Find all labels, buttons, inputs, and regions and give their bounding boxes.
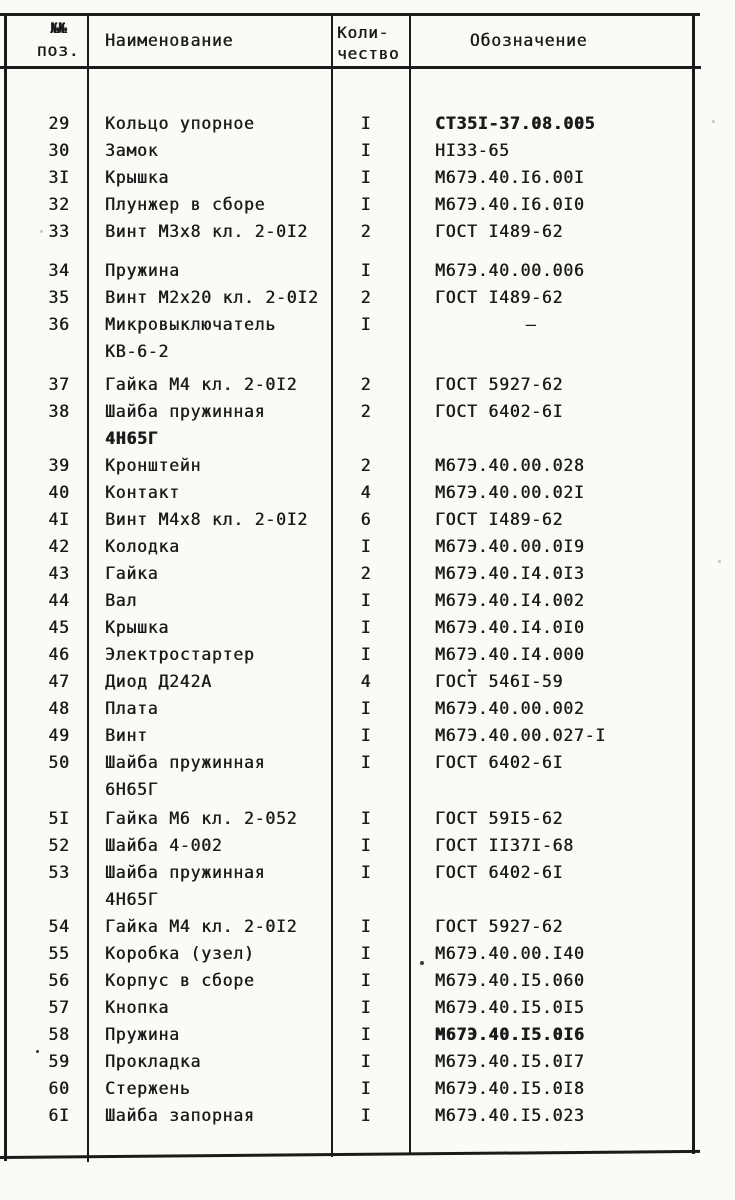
row-quantity: I [360,809,372,828]
row-position: 47 [48,672,70,691]
row-quantity: I [360,917,372,936]
row-name [88,1021,332,1048]
table-row [4,506,692,533]
row-name-line1: Замок [105,141,159,160]
row-position: 52 [48,836,70,855]
row-name-line1: Плунжер в сборе [105,195,266,214]
row-position: 32 [48,195,70,214]
row-quantity: I [360,1079,372,1098]
row-quantity: I [360,944,372,963]
row-designation: НI33-65 [435,141,510,160]
row-name-line1: Винт М4х8 кл. 2-0I2 [105,510,308,529]
row-quantity: I [360,645,372,664]
row-name-line1: Стержень [105,1079,191,1098]
row-name-line1: Шайба 4-002 [105,836,223,855]
row-quantity: 4 [360,483,372,502]
row-designation: ГОСТ II37I-68 [435,836,574,855]
row-quantity: I [360,315,372,334]
row-name [88,506,332,533]
row-name [88,587,332,614]
row-designation: М67Э.40.00.I40 [435,944,585,963]
row-name [88,913,332,940]
row-quantity: I [360,753,372,772]
table-row [4,967,692,994]
row-designation: М67Э.40.00.006 [435,261,585,280]
row-name [88,1075,332,1102]
row-position: 42 [48,537,70,556]
row-quantity: I [360,1025,372,1044]
row-quantity: I [360,537,372,556]
row-position: 40 [48,483,70,502]
row-position: 6I [48,1106,70,1125]
row-quantity: I [360,618,372,637]
table-bottom-border [0,1150,700,1159]
row-designation: ГОСТ I489-62 [435,288,564,307]
table-row [4,1075,692,1102]
row-name-line1: Кронштейн [105,456,202,475]
row-designation: М67Э.40.I5.023 [435,1106,585,1125]
row-designation: М67Э.40.00.002 [435,699,585,718]
row-name [88,668,332,695]
table-row [4,994,692,1021]
row-name [88,371,332,398]
row-position: 36 [48,315,70,334]
row-designation: М67Э.40.I5.060 [435,971,585,990]
scan-speck [468,669,471,672]
row-quantity: I [360,836,372,855]
header-cell-position [4,19,88,61]
row-name [88,311,332,365]
table-row [4,832,692,859]
table-row [4,749,692,803]
row-name-line1: Винт М2х20 кл. 2-0I2 [105,288,319,307]
row-quantity: I [360,591,372,610]
row-position: 58 [48,1025,70,1044]
row-name [88,218,332,245]
table-row [4,668,692,695]
row-designation: ГОСТ 6402-6I [435,863,564,882]
row-name-line2: 6Н65Г [105,780,159,799]
table-row [4,641,692,668]
row-position: 39 [48,456,70,475]
table-row [4,479,692,506]
table-row [4,695,692,722]
row-position: 45 [48,618,70,637]
row-position: 49 [48,726,70,745]
table-row [4,257,692,284]
row-position: 56 [48,971,70,990]
scan-speck [40,230,43,233]
table-row [4,940,692,967]
row-name [88,164,332,191]
row-quantity: 2 [360,375,372,394]
row-position: 30 [48,141,70,160]
row-name-line1: Корпус в сборе [105,971,255,990]
row-name [88,749,332,803]
row-designation: М67Э.40.I5.0I6 [435,1025,585,1044]
row-position: 53 [48,863,70,882]
table-row [4,614,692,641]
row-name-line1: Плата [105,699,159,718]
row-quantity: I [360,971,372,990]
row-position: 38 [48,402,70,421]
row-name [88,940,332,967]
row-name-line1: Диод Д242А [105,672,212,691]
row-name [88,1048,332,1075]
row-name [88,805,332,832]
row-quantity: I [360,726,372,745]
table-row [4,913,692,940]
table-row [4,587,692,614]
row-name-line1: Контакт [105,483,180,502]
row-quantity: I [360,114,372,133]
row-name [88,722,332,749]
row-quantity: I [360,998,372,1017]
row-name-line1: Винт М3х8 кл. 2-0I2 [105,222,308,241]
row-name [88,452,332,479]
row-quantity: 2 [360,456,372,475]
row-position: 54 [48,917,70,936]
row-quantity: I [360,141,372,160]
table-row [4,191,692,218]
scan-speck [420,961,424,965]
table-row [4,859,692,913]
row-quantity: 2 [360,288,372,307]
row-designation: М67Э.40.I6.00I [435,168,585,187]
table-row [4,371,692,398]
row-designation: ГОСТ 5927-62 [435,917,564,936]
table-row [4,311,692,365]
row-name-line1: Шайба запорная [105,1106,255,1125]
row-name-line1: Винт [105,726,148,745]
row-name [88,398,332,452]
row-position: 57 [48,998,70,1017]
row-quantity: 4 [360,672,372,691]
row-designation: М67Э.40.I5.0I8 [435,1079,585,1098]
row-name-line1: Электростартер [105,645,255,664]
scan-speck [36,1050,39,1053]
row-name-line1: Кольцо упорное [105,114,255,133]
table-top-border [0,13,700,16]
row-name [88,191,332,218]
row-name [88,560,332,587]
row-name-line2: КВ-6-2 [105,342,170,361]
row-position: 44 [48,591,70,610]
row-name [88,137,332,164]
row-position: 5I [48,809,70,828]
row-position: 60 [48,1079,70,1098]
row-name-line1: Гайка [105,564,159,583]
row-position: 35 [48,288,70,307]
row-designation: ГОСТ 546I-59 [435,672,564,691]
row-name [88,641,332,668]
row-quantity: I [360,863,372,882]
table-row [4,218,692,245]
row-designation: М67Э.40.I4.002 [435,591,585,610]
row-designation: М67Э.40.I4.0I3 [435,564,585,583]
row-name-line2: 4Н65Г [105,429,159,448]
row-name [88,994,332,1021]
row-designation: ГОСТ 59I5-62 [435,809,564,828]
table-row [4,398,692,452]
table-row [4,164,692,191]
row-designation: ГОСТ I489-62 [435,510,564,529]
row-quantity: I [360,261,372,280]
row-quantity: I [360,168,372,187]
table-row [4,805,692,832]
row-position: 4I [48,510,70,529]
header-pos-line2: поз. [36,41,80,60]
row-name [88,695,332,722]
row-name-line1: Коробка (узел) [105,944,255,963]
row-position: 3I [48,168,70,187]
row-designation: – [525,315,537,334]
row-quantity: 2 [360,564,372,583]
row-designation: М67Э.40.00.027-I [435,726,606,745]
row-position: 55 [48,944,70,963]
row-name [88,967,332,994]
row-name-line1: Шайба пружинная [105,402,266,421]
row-name-line1: Шайба пружинная [105,863,266,882]
row-designation: М67Э.40.00.028 [435,456,585,475]
row-designation: М67Э.40.I4.0I0 [435,618,585,637]
table-row [4,110,692,137]
row-name-line1: Прокладка [105,1052,202,1071]
row-position: 59 [48,1052,70,1071]
row-name-line1: Шайба пружинная [105,753,266,772]
row-name [88,859,332,913]
row-quantity: I [360,195,372,214]
row-name [88,479,332,506]
row-name-line1: Пружина [105,1025,180,1044]
header-pos-line1: №№ [50,21,66,37]
row-name-line1: Кнопка [105,998,170,1017]
table-row [4,722,692,749]
row-name [88,1102,332,1129]
table-row [4,560,692,587]
row-designation: СТ35I-37.08.005 [435,114,596,133]
table-right-border [692,13,695,1154]
row-position: 29 [48,114,70,133]
row-designation: М67Э.40.00.0I9 [435,537,585,556]
row-designation: М67Э.40.I5.0I7 [435,1052,585,1071]
table-row [4,1021,692,1048]
row-name-line1: Гайка М4 кл. 2-0I2 [105,917,298,936]
row-quantity: 6 [360,510,372,529]
row-name-line1: Колодка [105,537,180,556]
header-qty-line1: Коли- [337,23,389,42]
row-position: 48 [48,699,70,718]
row-position: 43 [48,564,70,583]
row-designation: М67Э.40.I4.000 [435,645,585,664]
row-name-line1: Крышка [105,618,170,637]
header-qty-line2: чество [337,44,400,63]
header-cell-name: Наименование [105,31,234,50]
row-position: 37 [48,375,70,394]
row-name-line1: Гайка М4 кл. 2-0I2 [105,375,298,394]
row-quantity: I [360,699,372,718]
table-row [4,533,692,560]
row-position: 34 [48,261,70,280]
row-name-line1: Вал [105,591,138,610]
table-row [4,452,692,479]
row-designation: ГОСТ I489-62 [435,222,564,241]
row-designation: М67Э.40.I5.0I5 [435,998,585,1017]
row-name [88,533,332,560]
row-position: 46 [48,645,70,664]
row-designation: ГОСТ 6402-6I [435,753,564,772]
table-row [4,1048,692,1075]
row-position: 50 [48,753,70,772]
table-body [4,69,692,1129]
row-name-line1: Микровыключатель [105,315,276,334]
row-name [88,614,332,641]
row-name-line1: Крышка [105,168,170,187]
row-position: 33 [48,222,70,241]
row-name-line1: Гайка М6 кл. 2-052 [105,809,298,828]
row-name [88,257,332,284]
row-quantity: I [360,1052,372,1071]
table-row [4,1102,692,1129]
header-cell-designation: Обозначение [469,31,588,50]
table-row [4,284,692,311]
row-name [88,110,332,137]
table-row [4,137,692,164]
row-name-line2: 4Н65Г [105,890,159,909]
row-quantity: I [360,1106,372,1125]
row-name [88,284,332,311]
row-name [88,832,332,859]
row-designation: ГОСТ 6402-6I [435,402,564,421]
row-quantity: 2 [360,222,372,241]
row-quantity: 2 [360,402,372,421]
header-cell-quantity [337,22,399,64]
scan-speck [718,560,721,563]
row-designation: ГОСТ 5927-62 [435,375,564,394]
row-designation: М67Э.40.I6.0I0 [435,195,585,214]
row-designation: М67Э.40.00.02I [435,483,585,502]
row-name-line1: Пружина [105,261,180,280]
scan-speck [712,120,715,123]
